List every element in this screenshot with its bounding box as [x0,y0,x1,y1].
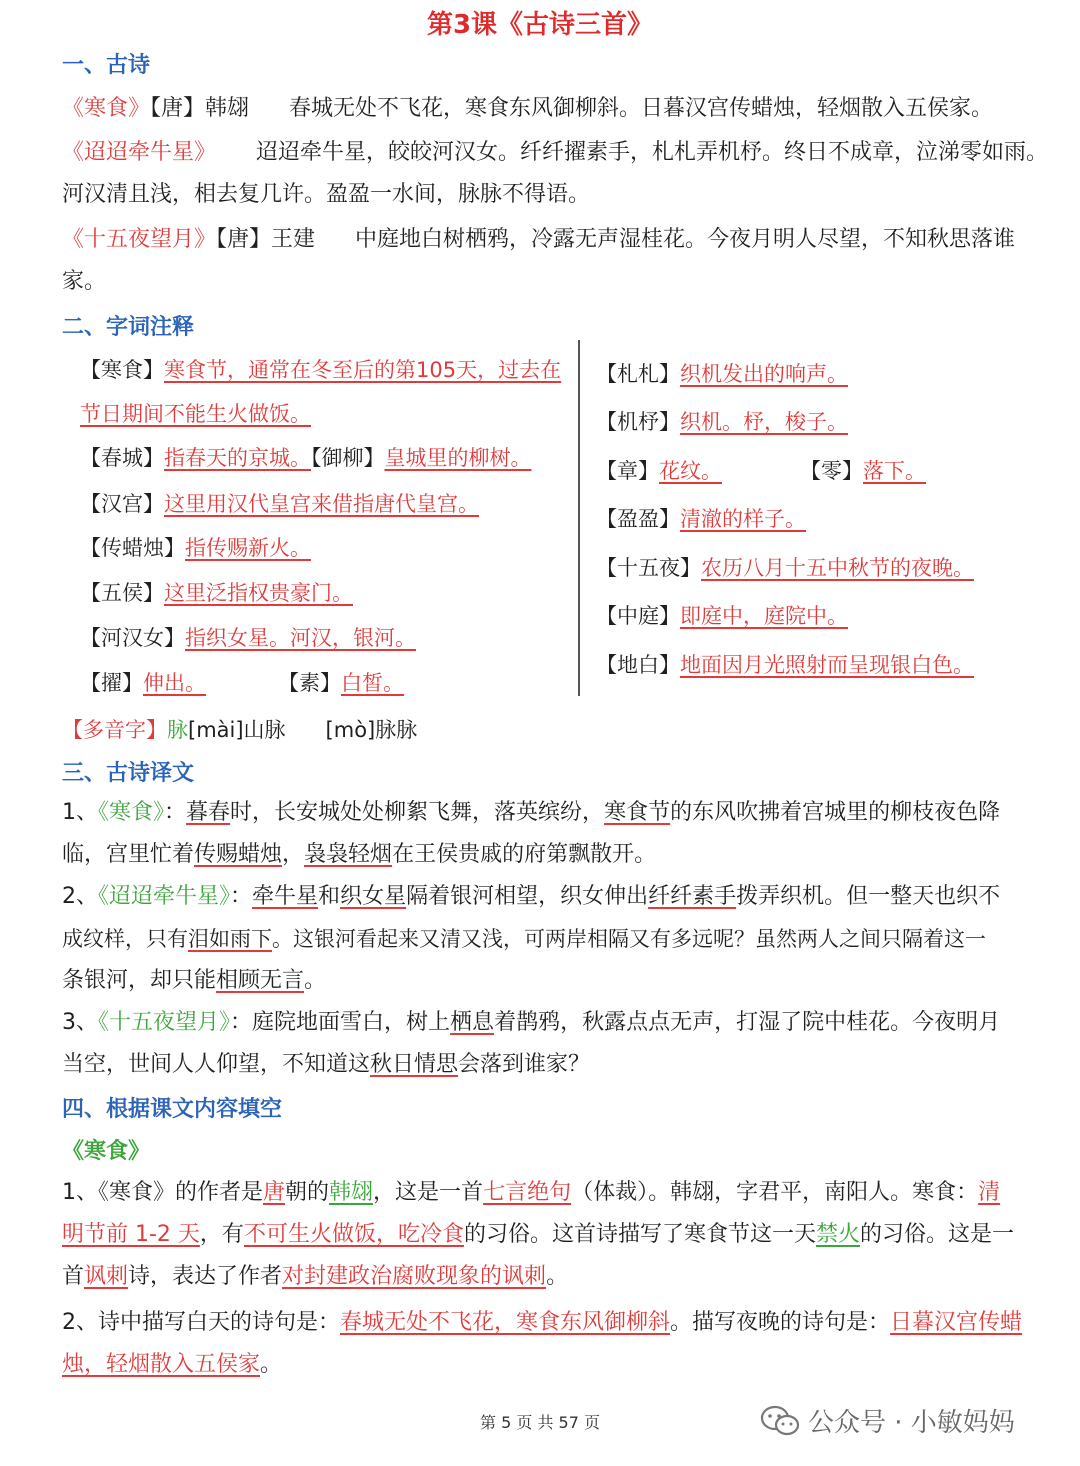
trans-2-line-b [62,918,1022,960]
note-key: 【札札】 [596,362,680,386]
poem-3-author: 【唐】王建 [216,227,316,252]
text: 。这银河看起来又清又浅，可两岸相隔又有多远呢？虽然两人之间只隔着这一 [272,927,986,951]
text: 当空，世间人人仰望，不知道这 [62,1052,371,1077]
text: ，这是一首 [373,1180,484,1205]
keyword: 寒食节 [604,800,671,825]
item-number: 3、 [62,1010,98,1035]
watermark-text: 公众号 · 小敏妈妈 [808,1408,1015,1438]
note-key: 【河汉女】 [80,626,185,650]
poem-3-title: 《十五夜望月》 [62,227,217,252]
note-key: 【素】 [278,671,341,695]
text: 隔着银河相望，织女伸出 [406,884,649,909]
note-zhongting [596,600,848,630]
text: 。 [304,968,327,993]
fill-q1-line-c [62,1256,1022,1298]
text: 临，宫里忙着 [62,842,195,867]
text: 条银河，却只能 [62,968,217,993]
note-yingying [596,503,806,533]
text: 庭院地面雪白，树上 [252,1010,451,1035]
text: 拨弄织机。但一整天也织不 [736,884,1001,909]
poem-1-line [62,88,1022,130]
poem-3-line-b: 家。 [62,269,107,294]
note-shiwuye [596,552,974,582]
section-heading-fill: 四、根据课文内容填空 [62,1097,283,1122]
note-value: 农历八月十五中秋节的夜晚。 [701,556,974,580]
note-key: 【十五夜】 [596,556,701,580]
note-key: 【寒食】 [80,358,164,382]
fill-q2-line-a [62,1302,1022,1344]
trans-2-line-c [62,960,1022,1002]
text: ， [282,842,305,867]
colon: ： [230,1010,253,1035]
colon: ： [230,884,253,909]
note-key: 【盈盈】 [596,507,680,531]
keyword: 泪如雨下 [188,927,272,951]
note-key: 【传蜡烛】 [80,536,185,560]
note-chuanlazhu [80,532,311,562]
answer: 对封建政治腐败现象的讽刺 [282,1264,547,1289]
note-value: 这里泛指权贵豪门。 [164,581,353,605]
item-number: 2、 [62,884,98,909]
column-divider [578,340,580,696]
poem-3-line-a [62,219,1022,261]
section-heading-notes: 二、字词注释 [62,315,195,340]
polyphone-reading-1: [mài]山脉 [188,718,286,742]
text: 1、《寒食》的作者是 [62,1180,263,1205]
poem-1-title: 《寒食》 [62,96,151,121]
note-value: 寒食节，通常在冬至后的第105天，过去在 [164,358,562,382]
note-jizhu [596,406,848,436]
poem-title: 《十五夜望月》 [98,1010,231,1035]
keyword: 牵牛星 [252,884,319,909]
page-title: 第3课《古诗三首》 [426,10,654,40]
note-hanshi [80,354,561,384]
text: 。描写夜晚的诗句是： [670,1310,891,1335]
keyword: 纤纤素手 [648,884,737,909]
text: 的习俗。这是一 [859,1222,1014,1247]
note-key: 【汉宫】 [80,492,164,516]
fill-poem-title: 《寒食》 [62,1139,151,1164]
note-zhuo [80,667,206,697]
poem-2-title: 《迢迢牵牛星》 [62,140,217,165]
answer: 韩翃 [329,1180,374,1205]
keyword: 织女星 [340,884,407,909]
answer: 春城无处不飞花，寒食东风御柳斜 [340,1310,671,1335]
note-value: 伸出。 [143,671,206,695]
answer: 讽刺 [84,1264,129,1289]
poem-title: 《寒食》 [98,800,165,825]
text: 和 [318,884,341,909]
note-key: 【春城】 [80,446,164,470]
note-value: 花纹。 [659,459,722,483]
answer: 清 [978,1180,1001,1205]
text: 时，长安城处处柳絮飞舞，落英缤纷， [230,800,605,825]
poem-1-text: 春城无处不飞花，寒食东风御柳斜。日暮汉宫传蜡烛，轻烟散入五侯家。 [289,96,994,121]
answer: 烛，轻烟散入五侯家 [62,1352,261,1377]
note-chuncheng [80,442,532,472]
answer: 日暮汉宫传蜡 [890,1310,1023,1335]
poem-2-text-a: 迢迢牵牛星，皎皎河汉女。纤纤擢素手，札札弄机杼。终日不成章，泣涕零如雨。 [256,140,1049,165]
text: 成纹样，只有 [62,927,188,951]
note-key: 【中庭】 [596,604,680,628]
note-value: 指春天的京城。 [164,446,311,470]
note-key: 【御柳】 [311,446,385,470]
note-hehannv [80,622,416,652]
note-value: 织机。杼，梭子。 [680,410,848,434]
section-heading-poems: 一、古诗 [62,53,151,78]
text: 的东风吹拂着宫城里的柳枝夜色降 [670,800,1001,825]
text: 朝的 [285,1180,330,1205]
note-zhazha [596,358,848,388]
keyword: 相顾无言 [216,968,305,993]
answer: 唐 [263,1180,286,1205]
fill-q1-line-a [62,1172,1022,1214]
text: 的习俗。这首诗描写了寒食节这一天 [463,1222,816,1247]
keyword: 暮春 [186,800,231,825]
poem-2-line-a [62,132,1049,174]
trans-1-line-a [62,792,1022,834]
trans-3-line-b [62,1044,1022,1086]
poem-1-author: 【唐】韩翃 [150,96,250,121]
colon: ： [164,800,187,825]
answer: 明节前 1-2 天 [62,1222,200,1247]
fill-q1-line-b [62,1214,1022,1256]
trans-1-line-b [62,834,1022,876]
note-key: 【章】 [596,459,659,483]
answer: 不可生火做饭，吃冷食 [243,1222,464,1247]
trans-3-line-a [62,1002,1022,1044]
wechat-icon [760,1405,800,1437]
note-value: 指传赐新火。 [185,536,311,560]
text: 会落到谁家？ [458,1052,591,1077]
note-value: 皇城里的柳树。 [384,446,532,470]
note-ling [800,455,926,485]
note-key: 【地白】 [596,653,680,677]
note-value: 地面因月光照射而呈现银白色。 [680,653,974,677]
polyphone-line [62,714,417,744]
polyphone-label: 【多音字】 [62,718,167,742]
polyphone-reading-2: [mò]脉脉 [325,718,418,742]
note-hanshi-cont [80,398,311,428]
keyword: 袅袅轻烟 [304,842,393,867]
watermark [760,1402,1015,1439]
answer: 七言绝句 [483,1180,572,1205]
note-value: 清澈的样子。 [680,507,806,531]
note-value: 即庭中，庭院中。 [680,604,848,628]
poem-3-text-a: 中庭地白树栖鸦，冷露无声湿桂花。今夜月明人尽望，不知秋思落谁 [355,227,1016,252]
note-hangong [80,488,479,518]
note-su [278,667,404,697]
text: 2、诗中描写白天的诗句是： [62,1310,340,1335]
keyword: 传赐蜡烛 [194,842,283,867]
note-zhang [596,455,722,485]
note-value: 指织女星。河汉，银河。 [185,626,416,650]
text: （体裁）。韩翃，字君平，南阳人。寒食： [571,1180,979,1205]
polyphone-char: 脉 [167,718,188,742]
note-value: 落下。 [863,459,926,483]
note-dibai [596,649,974,679]
text: 诗，表达了作者 [128,1264,283,1289]
text: 着鹊鸦，秋露点点无声，打湿了院中桂花。今夜明月 [494,1010,1001,1035]
text: 在王侯贵戚的府第飘散开。 [392,842,657,867]
text: 。 [260,1352,283,1377]
poem-title: 《迢迢牵牛星》 [98,884,231,909]
section-heading-translation: 三、古诗译文 [62,761,195,786]
note-wuhou [80,577,353,607]
text: ，有 [199,1222,244,1247]
note-value: 织机发出的响声。 [680,362,848,386]
note-key: 【零】 [800,459,863,483]
note-key: 【机杼】 [596,410,680,434]
page-number: 第 5 页 共 57 页 [480,1413,600,1432]
poem-2-line-b: 河汉清且浅，相去复几许。盈盈一水间，脉脉不得语。 [62,182,591,207]
answer: 禁火 [815,1222,860,1247]
note-value: 节日期间不能生火做饭。 [80,402,311,426]
note-value: 白皙。 [341,671,404,695]
keyword: 栖息 [450,1010,495,1035]
note-value: 这里用汉代皇宫来借指唐代皇宫。 [164,492,479,516]
keyword: 秋日情思 [370,1052,459,1077]
note-key: 【擢】 [80,671,143,695]
fill-q2-line-b [62,1344,1022,1386]
trans-2-line-a [62,876,1022,918]
text: 首 [62,1264,85,1289]
note-key: 【五侯】 [80,581,164,605]
text: 。 [546,1264,569,1289]
item-number: 1、 [62,800,98,825]
